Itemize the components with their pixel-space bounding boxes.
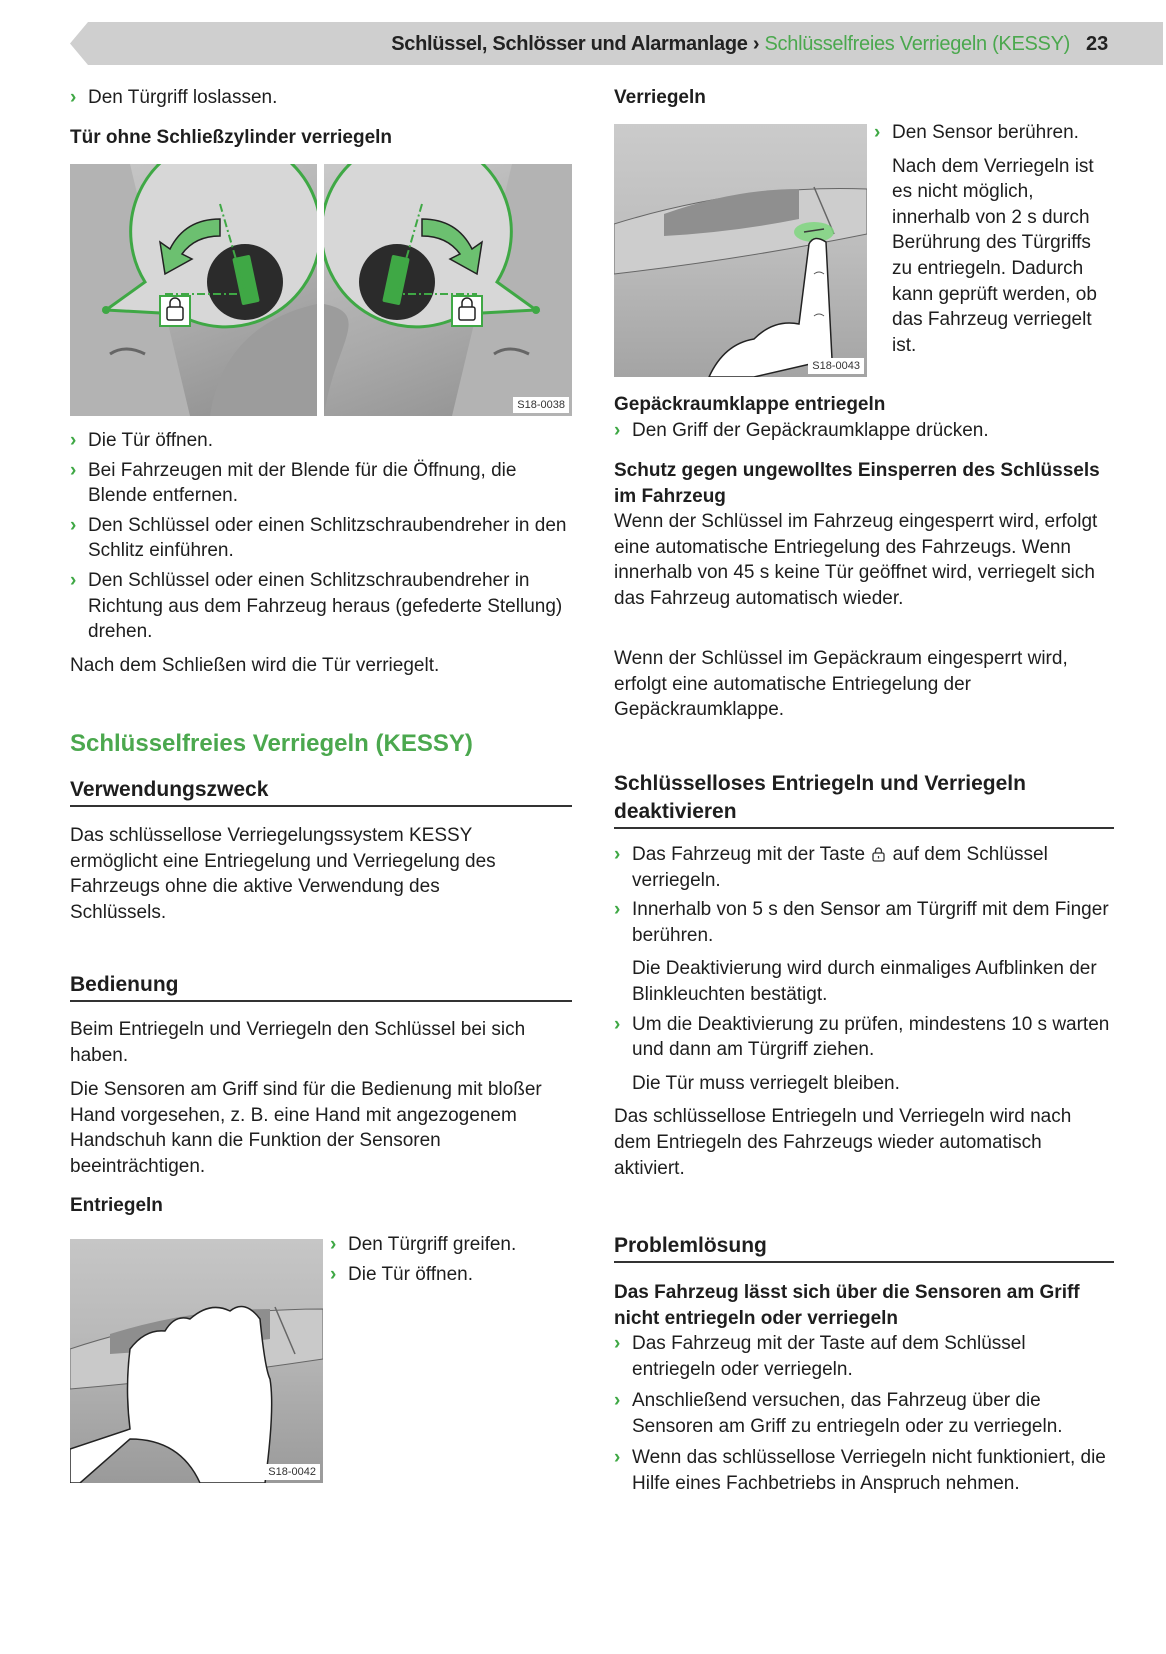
instruction-step: › Den Türgriff greifen. bbox=[330, 1232, 570, 1258]
section-title: Schlüsselfreies Verriegeln (KESSY) bbox=[70, 730, 473, 757]
paragraph: Die Tür muss verriegelt bleiben. bbox=[632, 1072, 900, 1094]
lock-icon bbox=[872, 847, 885, 862]
chevron-right-icon: › bbox=[614, 420, 621, 441]
instruction-step: › Anschließend versuchen, das Fahrzeug über die Sensoren am Griff zu entriegeln oder zu verriegeln. bbox=[614, 1390, 1063, 1437]
instruction-step: › Bei Fahrzeugen mit der Blende für die Öffnung, die Blende entfernen. bbox=[70, 459, 517, 507]
figure-label: S18-0042 bbox=[264, 1464, 320, 1480]
figure-door-lock-right-panel bbox=[324, 164, 572, 416]
heading-operation: Bedienung bbox=[70, 971, 572, 1002]
chevron-right-icon: › bbox=[874, 122, 881, 143]
instruction-step: › Den Griff der Gepäckraumklappe drücken. bbox=[614, 418, 1114, 444]
subheading-troubleshooting: Das Fahrzeug lässt sich über die Sensoren am Griff nicht entriegeln oder verriegeln bbox=[614, 1282, 1080, 1329]
chevron-right-icon: › bbox=[70, 569, 77, 591]
deactivate-steps bbox=[614, 842, 1114, 1181]
chevron-right-icon: › bbox=[614, 1013, 621, 1035]
paragraph: Beim Entriegeln und Verriegeln den Schlüssel bei sich haben. bbox=[70, 1019, 526, 1066]
instruction-step: › Den Schlüssel oder einen Schlitzschraubendreher in den Schlitz einführen. bbox=[70, 514, 567, 562]
figure-door-lock-left-panel bbox=[70, 164, 317, 416]
breadcrumb-separator: › bbox=[752, 33, 760, 55]
subheading-trunk: Gepäckraumklappe entriegeln bbox=[614, 394, 886, 415]
instruction-step: › Das Fahrzeug mit der Taste auf dem Schlüssel verriegeln. bbox=[614, 844, 1048, 891]
subheading-door-lock: Tür ohne Schließzylinder verriegeln bbox=[70, 127, 393, 148]
chevron-right-icon: › bbox=[614, 899, 621, 921]
paragraph: Wenn der Schlüssel im Gepäckraum eingesperrt wird, erfolgt eine automatische Entriegelung der Gepäckraumklappe. bbox=[614, 648, 1068, 721]
heading-troubleshooting: Problemlösung bbox=[614, 1232, 1114, 1263]
breadcrumb bbox=[391, 32, 1070, 56]
chevron-right-icon: › bbox=[614, 1390, 621, 1412]
figure-grip-handle bbox=[70, 1239, 323, 1483]
chevron-right-icon: › bbox=[614, 1333, 621, 1354]
breadcrumb-chapter: Schlüssel, Schlösser und Alarmanlage bbox=[391, 33, 748, 55]
chevron-right-icon: › bbox=[330, 1263, 337, 1285]
chevron-right-icon: › bbox=[70, 87, 77, 108]
breadcrumb-section: Schlüsselfreies Verriegeln (KESSY) bbox=[764, 33, 1070, 55]
paragraph: Die Deaktivierung wird durch einmaliges Aufblinken der Blinkleuchten bestätigt. bbox=[632, 958, 1097, 1005]
subheading-lockout: Schutz gegen ungewolltes Einsperren des Schlüssels im Fahrzeug bbox=[614, 460, 1100, 507]
instruction-step: › Den Schlüssel oder einen Schlitzschraubendreher in Richtung aus dem Fahrzeug heraus (gefederte Stellung) drehen. bbox=[70, 569, 563, 643]
paragraph: Das schlüssellose Verriegelungssystem KESSY ermöglicht eine Entriegelung und Verriegelung des Fahrzeugs ohne die aktive Verwendung des Schlüssels. bbox=[70, 825, 496, 923]
subheading-unlock: Entriegeln bbox=[70, 1195, 163, 1216]
subheading-lock: Verriegeln bbox=[614, 87, 706, 108]
instruction-step: › Den Türgriff loslassen. bbox=[70, 85, 572, 111]
instruction-step: › Das Fahrzeug mit der Taste auf dem Schlüssel entriegeln oder verriegeln. bbox=[614, 1333, 1026, 1380]
unlock-steps bbox=[330, 1232, 570, 1287]
lock-steps bbox=[874, 120, 1114, 358]
instruction-step: › Innerhalb von 5 s den Sensor am Türgriff mit dem Finger berühren. bbox=[614, 899, 1109, 946]
heading-purpose: Verwendungszweck bbox=[70, 776, 572, 807]
figure-label: S18-0038 bbox=[513, 397, 569, 413]
instruction-step: › Die Tür öffnen. bbox=[70, 428, 572, 454]
chevron-right-icon: › bbox=[614, 1447, 621, 1469]
door-lock-steps bbox=[70, 428, 572, 678]
instruction-step: › Den Sensor berühren. bbox=[874, 120, 1114, 146]
instruction-step: › Wenn das schlüssellose Verriegeln nicht funktioniert, die Hilfe eines Fachbetriebs in Anspruch nehmen. bbox=[614, 1447, 1106, 1494]
chevron-right-icon: › bbox=[330, 1234, 337, 1255]
page-number: 23 bbox=[1086, 33, 1109, 55]
instruction-step: › Die Tür öffnen. bbox=[330, 1262, 570, 1288]
chevron-right-icon: › bbox=[70, 459, 77, 481]
figure-touch-sensor bbox=[614, 124, 867, 377]
paragraph: Das schlüssellose Entriegeln und Verriegeln wird nach dem Entriegeln des Fahrzeugs wieder automatisch aktiviert. bbox=[614, 1106, 1072, 1179]
heading-deactivate: Schlüsselloses Entriegeln und Verriegeln deaktivieren bbox=[614, 770, 1114, 829]
chevron-right-icon: › bbox=[614, 844, 621, 865]
paragraph: Wenn der Schlüssel im Fahrzeug eingesperrt wird, erfolgt eine automatische Entriegelung des Fahrzeugs. Wenn innerhalb von 45 s keine Tür geöffnet wird, verriegelt sich das Fahrzeug automatisch wieder. bbox=[614, 511, 1098, 609]
paragraph: Die Sensoren am Griff sind für die Bedienung mit bloßer Hand vorgesehen, z. B. eine Hand mit angezogenem Handschuh kann die Funktion der Sensoren beeinträchtigen. bbox=[70, 1079, 542, 1177]
troubleshooting-steps bbox=[614, 1331, 1114, 1497]
chevron-right-icon: › bbox=[70, 514, 77, 536]
paragraph: Nach dem Verriegeln ist es nicht möglich, innerhalb von 2 s durch Berührung des Türgriffs zu entriegeln. Dadurch kann geprüft werden, ob das Fahrzeug verriegelt ist. bbox=[892, 155, 1097, 356]
paragraph: Nach dem Schließen wird die Tür verriegelt. bbox=[70, 654, 440, 676]
instruction-step: › Um die Deaktivierung zu prüfen, mindestens 10 s warten und dann am Türgriff ziehen. bbox=[614, 1013, 1110, 1061]
figure-label: S18-0043 bbox=[808, 358, 864, 374]
chevron-right-icon: › bbox=[70, 430, 77, 451]
